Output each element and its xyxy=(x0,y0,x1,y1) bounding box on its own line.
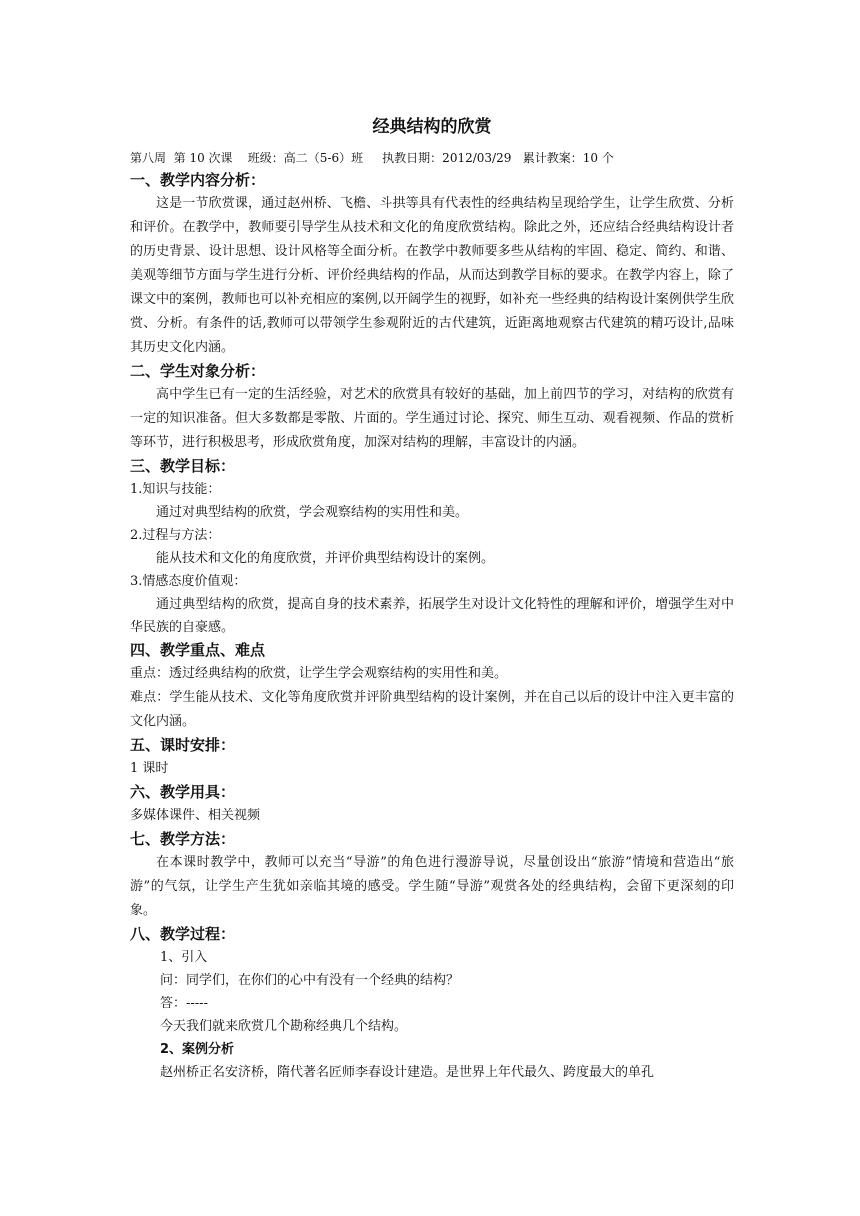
goal-process-text: 能从技术和文化的角度欣赏，并评价典型结构设计的案例。 xyxy=(156,551,495,566)
section-heading-content-analysis: 一、教学内容分析： xyxy=(130,171,266,189)
process-case-text: 赵州桥正名安济桥，隋代著名匠师李春设计建造。是世界上年代最久、跨度最大的单孔 xyxy=(160,1065,655,1080)
section-heading-tools: 六、教学用具： xyxy=(130,783,236,801)
document-title: 经典结构的欣赏 xyxy=(372,117,492,137)
section-body-content-analysis: 这是一节欣赏课，通过赵州桥、飞檐、斗拱等具有代表性的经典结构呈现给学生，让学生欣赏、分析和评价。在教学中，教师要引导学生从技术和文化的角度欣赏结构。除此之外，还应结合经典结构设计者的历史背景、设计思想、设计风格等全面分析。在教学中教师要多些从结构的牢固、稳定、简约、和谐、美观等细节方面与学生进行分析、评价经典结构的作品，从而达到教学目标的要求。在教学内容上，除了课文中的案例，教师也可以补充相应的案例,以开阔学生的视野，如补充一些经典的结构设计案例供学生欣赏、分析。有条件的话,教师可以带领学生参观附近的古代建筑，近距离地观察古代建筑的精巧设计,品味其历史文化内涵。 xyxy=(130,196,734,355)
section-heading-methods: 七、教学方法： xyxy=(130,830,236,848)
process-answer: 答：----- xyxy=(160,996,208,1011)
section-body-student-analysis: 高中学生已有一定的生活经验，对艺术的欣赏具有较好的基础，加上前四节的学习，对结构的欣赏有一定的知识准备。但大多数都是零散、片面的。学生通过讨论、探究、师生互动、观看视频、作品的赏析等环节，进行积极思考，形成欣赏角度，加深对结构的理解，丰富设计的内涵。 xyxy=(130,387,734,450)
section-heading-schedule: 五、课时安排： xyxy=(130,736,236,754)
section-heading-key-points: 四、教学重点、难点 xyxy=(130,641,266,659)
tools-text: 多媒体课件、相关视频 xyxy=(130,808,261,823)
goal-attitude-text: 通过典型结构的欣赏，提高自身的技术素养，拓展学生对设计文化特性的理解和评价，增强学生对中华民族的自豪感。 xyxy=(130,597,734,635)
process-step-intro: 1、引入 xyxy=(160,950,208,965)
goal-process-label: 2.过程与方法： xyxy=(130,528,221,543)
section-heading-student-analysis: 二、学生对象分析： xyxy=(130,362,266,380)
goal-knowledge-text: 通过对典型结构的欣赏，学会观察结构的实用性和美。 xyxy=(156,505,469,520)
lesson-meta-line: 第八周 第 10 次课 班级：高二（5-6）班 执教日期：2012/03/29 累计教案：10 个 xyxy=(130,151,614,165)
document-content xyxy=(130,114,734,1084)
goal-attitude-label: 3.情感态度价值观： xyxy=(130,574,247,589)
section-heading-teaching-goals: 三、教学目标： xyxy=(130,457,236,475)
methods-text: 在本课时教学中，教师可以充当“导游”的角色进行漫游导说，尽量创设出“旅游”情境和营造出“旅游”的气氛，让学生产生犹如亲临其境的感受。学生随“导游”观赏各处的经典结构，会留下更深刻的印象。 xyxy=(130,855,734,918)
key-point-text: 重点：透过经典结构的欣赏，让学生学会观察结构的实用性和美。 xyxy=(130,666,508,681)
goal-knowledge-label: 1.知识与技能： xyxy=(130,482,221,497)
section-heading-process: 八、教学过程： xyxy=(130,925,236,943)
schedule-text: 1 课时 xyxy=(130,761,169,776)
process-question: 问：同学们，在你们的心中有没有一个经典的结构？ xyxy=(160,973,460,988)
process-today: 今天我们就来欣赏几个勘称经典几个结构。 xyxy=(160,1019,408,1034)
process-step-case: 2、案例分析 xyxy=(160,1042,235,1057)
difficult-point-text: 难点：学生能从技术、文化等角度欣赏并评阶典型结构的设计案例，并在自己以后的设计中注入更丰富的文化内涵。 xyxy=(130,690,734,729)
